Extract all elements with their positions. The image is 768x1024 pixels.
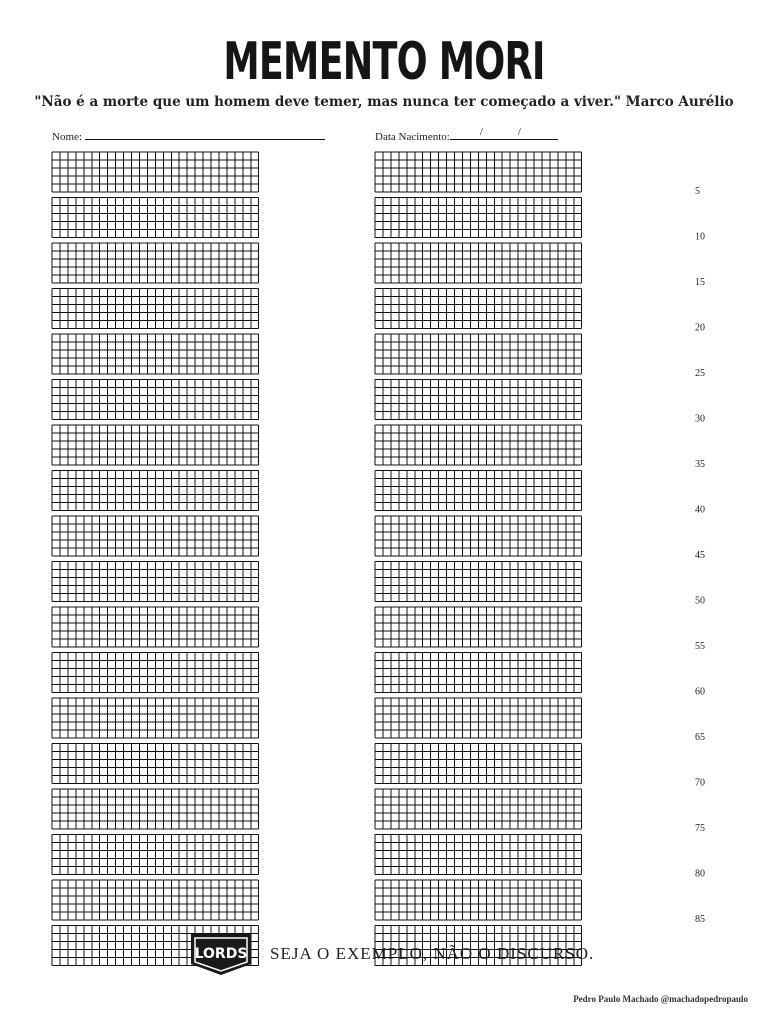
year-block (52, 198, 705, 243)
weeks-grid-left-half (52, 425, 259, 465)
weeks-grid-right-half (375, 653, 582, 693)
weeks-grid-right-half (375, 516, 582, 556)
age-label: 20 (695, 322, 705, 334)
weeks-grid-right-half (375, 880, 582, 920)
weeks-grid-left-half (52, 653, 259, 693)
name-label: Nome: (52, 131, 82, 143)
weeks-grid-right-half (375, 380, 582, 420)
quote: "Não é a morte que um homem deve temer, mas nunca ter começado a viver." Marco Aurélio (34, 94, 734, 110)
weeks-grid-right-half (375, 152, 582, 192)
year-block (52, 835, 705, 880)
age-label: 85 (695, 914, 705, 925)
age-label: 10 (695, 231, 705, 243)
age-label: 70 (695, 777, 705, 789)
age-label: 60 (695, 686, 705, 698)
logo-text: LORDS (194, 946, 248, 962)
weeks-grid-right-half (375, 243, 582, 283)
year-block (52, 607, 705, 652)
age-label: 50 (695, 595, 705, 607)
year-block (52, 653, 705, 698)
weeks-grid-right-half (375, 198, 582, 238)
age-label: 75 (695, 823, 705, 834)
page-title: MEMENTO MORI (223, 32, 545, 92)
weeks-grid-right-half (375, 835, 582, 875)
year-block (52, 289, 705, 334)
age-label: 40 (695, 504, 705, 516)
weeks-grid-left-half (52, 880, 259, 920)
weeks-grid-left-half (52, 789, 259, 829)
year-block (52, 380, 705, 425)
weeks-grid-left-half (52, 835, 259, 875)
year-block (52, 880, 705, 925)
year-block (52, 152, 700, 197)
weeks-grid-left-half (52, 471, 259, 511)
year-block (52, 334, 705, 379)
birthdate-sep-1: / (479, 126, 483, 138)
weeks-grid-left-half (52, 744, 259, 784)
motto: SEJA O EXEMPLO, NÃO O DISCURSO. (270, 944, 595, 963)
year-block (52, 744, 705, 789)
weeks-grid-left-half (52, 698, 259, 738)
credit: Pedro Paulo Machado @machadopedropaulo (573, 994, 748, 1004)
year-block (52, 425, 705, 470)
year-block (52, 698, 705, 743)
weeks-grid-left-half (52, 607, 259, 647)
weeks-grid-right-half (375, 698, 582, 738)
weeks-grid-left-half (52, 516, 259, 556)
birthdate-label: Data Nacimento: (375, 131, 450, 143)
weeks-grid-left-half (52, 243, 259, 283)
weeks-grid-right-half (375, 744, 582, 784)
year-block (52, 516, 705, 561)
weeks-grid-left-half (52, 562, 259, 602)
weeks-grid-left-half (52, 334, 259, 374)
age-label: 45 (695, 550, 705, 561)
year-block (52, 471, 705, 516)
footer (188, 933, 594, 975)
weeks-grid-left-half (52, 198, 259, 238)
age-label: 55 (695, 641, 705, 652)
weeks-grid-right-half (375, 289, 582, 329)
weeks-grid-right-half (375, 562, 582, 602)
weeks-grid-right-half (375, 471, 582, 511)
weeks-grid-left-half (52, 152, 259, 192)
weeks-grid-right-half (375, 789, 582, 829)
age-label: 65 (695, 732, 705, 743)
age-label: 15 (695, 277, 705, 288)
age-label: 5 (695, 186, 700, 197)
year-block (52, 562, 705, 607)
age-label: 80 (695, 868, 705, 880)
weeks-grid-right-half (375, 334, 582, 374)
year-block (52, 789, 705, 834)
year-block (52, 243, 705, 288)
lords-logo (188, 931, 254, 977)
age-label: 35 (695, 459, 705, 470)
weeks-grid-left-half (52, 380, 259, 420)
age-label: 25 (695, 368, 705, 379)
weeks-grid-right-half (375, 607, 582, 647)
weeks-grid-right-half (375, 425, 582, 465)
weeks-grid-left-half (52, 289, 259, 329)
age-label: 30 (695, 413, 705, 425)
birthdate-sep-2: / (517, 126, 521, 138)
